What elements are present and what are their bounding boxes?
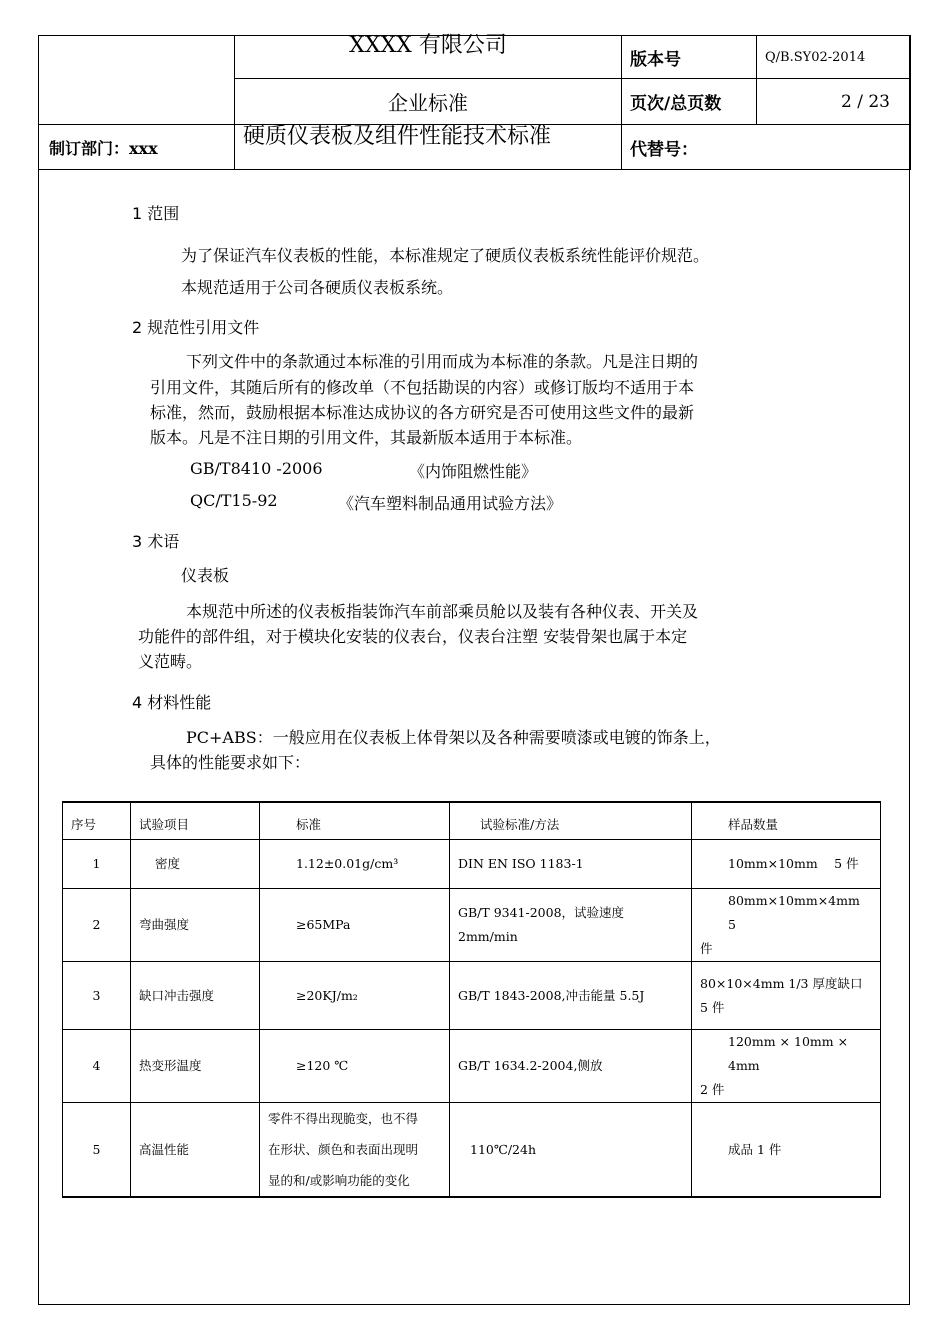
header-no: 序号 xyxy=(63,802,131,840)
table-header-row xyxy=(63,802,881,840)
table-row xyxy=(63,889,881,962)
cell-no: 3 xyxy=(63,962,131,1030)
replace-label: 代替号： xyxy=(622,125,911,170)
quantity-line-1: 10mm×10mm 5 件 xyxy=(728,856,859,871)
header-standard: 标准 xyxy=(260,802,450,840)
table-row xyxy=(63,962,881,1030)
section-2-line-4: 版本。凡是不注日期的引用文件，其最新版本适用于本标准。 xyxy=(150,428,583,447)
reference-1-code: GB/T8410 -2006 xyxy=(190,459,323,478)
section-2-line-2: 引用文件，其随后所有的修改单（不包括勘误的内容）或修订版均不适用于本 xyxy=(150,378,695,397)
page-label: 页次/总页数 xyxy=(622,79,757,125)
cell-item: 缺口冲击强度 xyxy=(131,962,260,1030)
quantity-line-2: 件 xyxy=(700,941,713,956)
reference-2-code: QC/T15-92 xyxy=(190,491,278,510)
cell-standard: ≥120 ℃ xyxy=(260,1030,450,1103)
reference-2-name: 《汽车塑料制品通用试验方法》 xyxy=(338,494,563,513)
cell-no: 4 xyxy=(63,1030,131,1103)
page-value: 2 / 23 xyxy=(757,79,911,125)
cell-standard: ≥20KJ/m₂ xyxy=(260,962,450,1030)
section-4-line-2: 具体的性能要求如下： xyxy=(150,753,311,772)
section-3-line-2: 功能件的部件组，对于模块化安装的仪表台，仪表台注塑 安装骨架也属于本定 xyxy=(138,627,688,646)
header-quantity: 样品数量 xyxy=(692,802,881,840)
reference-1-name: 《内饰阻燃性能》 xyxy=(409,462,538,481)
header-method: 试验标准/方法 xyxy=(450,802,692,840)
version-label: 版本号 xyxy=(622,36,757,79)
document-header xyxy=(38,35,911,170)
standard-type: 企业标准 xyxy=(235,79,622,125)
section-1-paragraph-2: 本规范适用于公司各硬质仪表板系统。 xyxy=(181,278,454,297)
cell-quantity xyxy=(692,1030,881,1103)
standard-line-3: 显的和/或影响功能的变化 xyxy=(268,1173,410,1188)
quantity-line-1: 80mm×10mm×4mm 5 xyxy=(728,893,877,932)
section-1-title: 1 范围 xyxy=(132,204,180,223)
section-2-title: 2 规范性引用文件 xyxy=(132,318,260,337)
section-3-term: 仪表板 xyxy=(181,566,230,585)
section-2-line-1: 下列文件中的条款通过本标准的引用而成为本标准的条款。凡是注日期的 xyxy=(186,352,699,371)
section-4-line-1: PC+ABS：一般应用在仪表板上体骨架以及各种需要喷漆或电镀的饰条上， xyxy=(186,728,721,747)
standard-line-2: 在形状、颜色和表面出现明 xyxy=(268,1142,419,1157)
logo-cell xyxy=(39,36,235,125)
cell-item: 热变形温度 xyxy=(131,1030,260,1103)
cell-method: DIN EN ISO 1183-1 xyxy=(450,840,692,889)
quantity-line-1: 成品 1 件 xyxy=(728,1141,782,1157)
standard-line-1: 零件不得出现脆变，也不得 xyxy=(268,1111,419,1126)
cell-no: 1 xyxy=(63,840,131,889)
table-row xyxy=(63,840,881,889)
cell-method: GB/T 1843-2008,冲击能量 5.5J xyxy=(450,962,692,1030)
material-properties-table xyxy=(62,801,881,1198)
cell-no: 5 xyxy=(63,1103,131,1198)
cell-method: GB/T 9341-2008，试验速度 2mm/min xyxy=(450,889,692,962)
cell-no: 2 xyxy=(63,889,131,962)
cell-method: GB/T 1634.2-2004,侧放 xyxy=(450,1030,692,1103)
section-3-line-1: 本规范中所述的仪表板指装饰汽车前部乘员舱以及装有各种仪表、开关及 xyxy=(186,602,699,621)
version-value: Q/B.SY02-2014 xyxy=(757,36,911,79)
quantity-line-1: 80×10×4mm 1/3 厚度缺口 xyxy=(700,975,863,991)
section-3-title: 3 术语 xyxy=(132,532,180,551)
cell-standard xyxy=(260,1103,450,1198)
cell-quantity xyxy=(692,889,881,962)
table-row xyxy=(63,1030,881,1103)
doc-title: 硬质仪表板及组件性能技术标准 xyxy=(235,125,622,170)
cell-quantity xyxy=(692,962,881,1030)
cell-standard: ≥65MPa xyxy=(260,889,450,962)
cell-standard: 1.12±0.01g/cm³ xyxy=(260,840,450,889)
section-3-line-3: 义范畴。 xyxy=(138,652,203,671)
dept-label: 制订部门：xxx xyxy=(39,125,235,170)
table-row xyxy=(63,1103,881,1198)
cell-method: 110℃/24h xyxy=(450,1103,692,1198)
section-1-paragraph-1: 为了保证汽车仪表板的性能，本标准规定了硬质仪表板系统性能评价规范。 xyxy=(181,246,710,265)
quantity-line-1: 120mm × 10mm × 4mm xyxy=(728,1034,849,1073)
header-item: 试验项目 xyxy=(131,802,260,840)
cell-quantity xyxy=(692,1103,881,1198)
quantity-line-2: 2 件 xyxy=(700,1082,725,1097)
quantity-line-2: 5 件 xyxy=(700,999,725,1015)
company-name: XXXX 有限公司 xyxy=(235,36,622,79)
cell-item: 密度 xyxy=(131,840,260,889)
section-4-title: 4 材料性能 xyxy=(132,693,212,712)
section-2-line-3: 标准，然而，鼓励根据本标准达成协议的各方研究是否可使用这些文件的最新 xyxy=(150,403,695,422)
cell-quantity xyxy=(692,840,881,889)
cell-item: 弯曲强度 xyxy=(131,889,260,962)
cell-item: 高温性能 xyxy=(131,1103,260,1198)
